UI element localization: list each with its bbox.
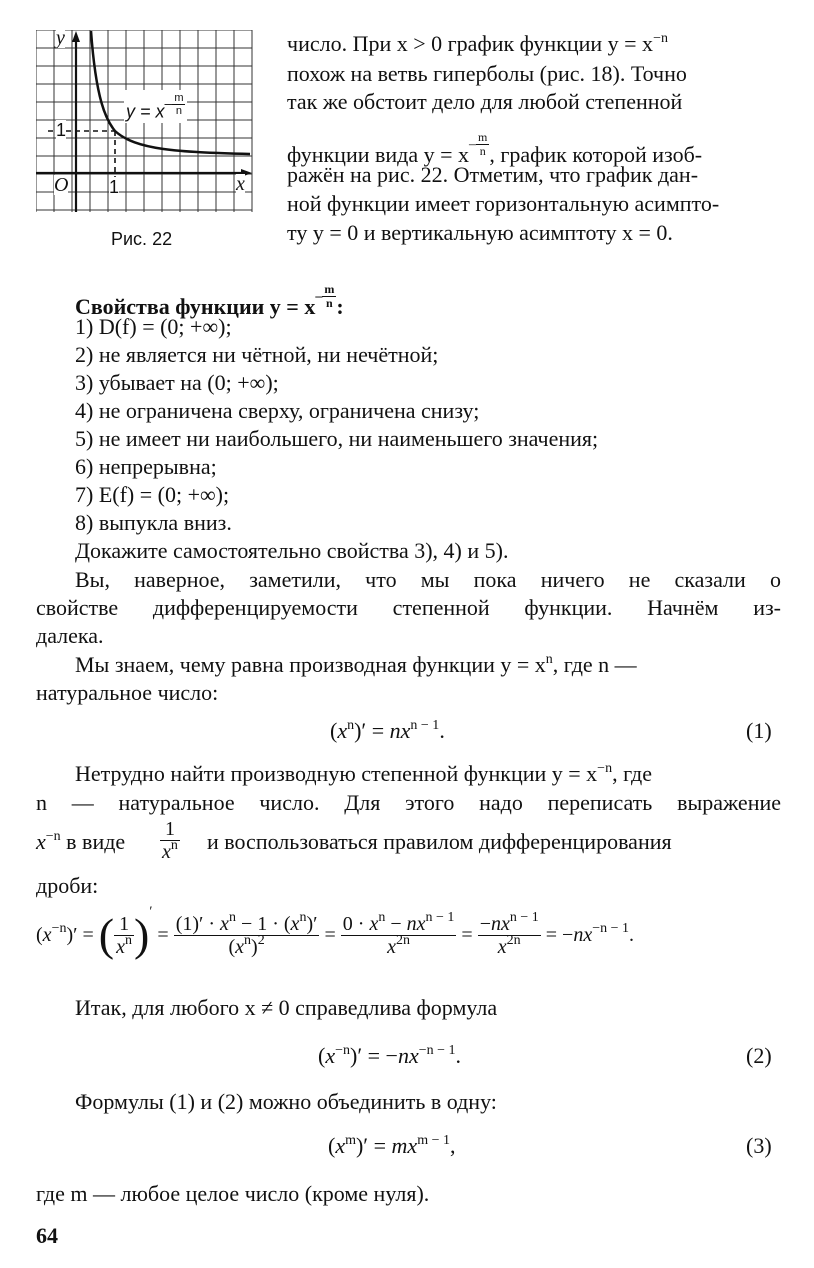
top-line-7: ту y = 0 и вертикальную асимптоту x = 0.	[287, 220, 673, 245]
curve-label: $y = x^{- \frac{m}{n}}$	[124, 90, 187, 123]
p3-line-3b: и воспользоваться правилом дифференцирования	[207, 829, 672, 854]
property-1: 1) D(f) = (0; +∞);	[75, 314, 232, 339]
top-line-5: ражён на рис. 22. Отметим, что график дан-	[287, 162, 699, 187]
p3-line-1: Нетрудно найти производную степенной функции $y = x^{-n}$, где	[75, 761, 652, 786]
p1-line-1: Вы, наверное, заметили, что мы пока ничего не сказали о	[75, 567, 781, 592]
p1-line-3: далека.	[36, 623, 104, 648]
top-line-6: ной функции имеет горизонтальную асимпто-	[287, 191, 720, 216]
axis-x-label: x	[236, 173, 245, 195]
derivation: $(x^{-n})'$ = ( $\frac{1}{x^n}$ )′ = $\frac{(1)' \cdot x^n - 1 \cdot (x^n)'}{(x^n)^2}$ = $\frac{0 \cdot x^n - nx^{n - 1}}{x^{2n}}$ = $\frac{-nx^{n - 1}}{x^{2n}}$ = $-nx^{-n - 1}$.	[36, 904, 635, 960]
properties-heading: Свойства функции $y = x^{- \frac{m}{n}}$ :	[75, 282, 344, 319]
equation-1: $(x^n)' = nx^{n - 1}$.	[330, 718, 445, 743]
figure-caption: Рис. 22	[111, 229, 173, 249]
p2-line-1: Мы знаем, чему равна производная функции $y = x^n$, где n —	[75, 652, 637, 677]
top-line-3: так же обстоит дело для любой степенной	[287, 89, 683, 114]
equation-2-number: (2)	[746, 1043, 772, 1068]
property-2: 2) не является ни чётной, ни нечётной;	[75, 342, 439, 367]
property-8: 8) выпукла вниз.	[75, 510, 232, 535]
figure-22	[36, 27, 254, 214]
p3-line-2: n — натуральное число. Для этого надо переписать выражение	[36, 790, 781, 815]
p3-line-3: $x^{-n}$ в виде	[36, 829, 126, 854]
top-line-1: число. При x > 0 график функции $y = x^{-n}$	[287, 31, 668, 56]
equation-3: $(x^m)' = mx^{m - 1}$,	[328, 1133, 456, 1158]
p3-line-4: дроби:	[36, 873, 99, 898]
p1-line-2: свойстве дифференцируемости степенной функции. Начнём из-	[36, 595, 781, 620]
equation-3-number: (3)	[746, 1133, 772, 1158]
tick-x-label: 1	[109, 177, 120, 197]
property-4: 4) не ограничена сверху, ограничена снизу;	[75, 398, 480, 423]
axis-y-label: y	[56, 27, 65, 49]
p6-line: где m — любое целое число (кроме нуля).	[36, 1181, 430, 1206]
page-number: 64	[36, 1223, 58, 1248]
top-line-2: похож на ветвь гиперболы (рис. 18). Точно	[287, 61, 687, 86]
property-5: 5) не имеет ни наибольшего, ни наименьшего значения;	[75, 426, 599, 451]
origin-label: O	[54, 174, 69, 196]
equation-1-number: (1)	[746, 718, 772, 743]
top-line-4: функции вида $y = x^{- \frac{m}{n}}$ , график которой изоб-	[287, 130, 703, 167]
p2-line-2: натуральное число:	[36, 680, 219, 705]
property-7: 7) E(f) = (0; +∞);	[75, 482, 230, 507]
property-3: 3) убывает на (0; +∞);	[75, 370, 279, 395]
proof-line: Докажите самостоятельно свойства 3), 4) и 5).	[75, 538, 509, 563]
p4-line: Итак, для любого x ≠ 0 справедлива формула	[75, 995, 498, 1020]
property-6: 6) непрерывна;	[75, 454, 217, 479]
p5-line: Формулы (1) и (2) можно объединить в одну:	[75, 1089, 497, 1114]
tick-y-label: 1	[56, 120, 67, 140]
equation-2: $(x^{-n})' = -nx^{-n - 1}$.	[318, 1043, 462, 1068]
p3-fraction: $\frac{1}{x^n}$	[162, 818, 178, 863]
